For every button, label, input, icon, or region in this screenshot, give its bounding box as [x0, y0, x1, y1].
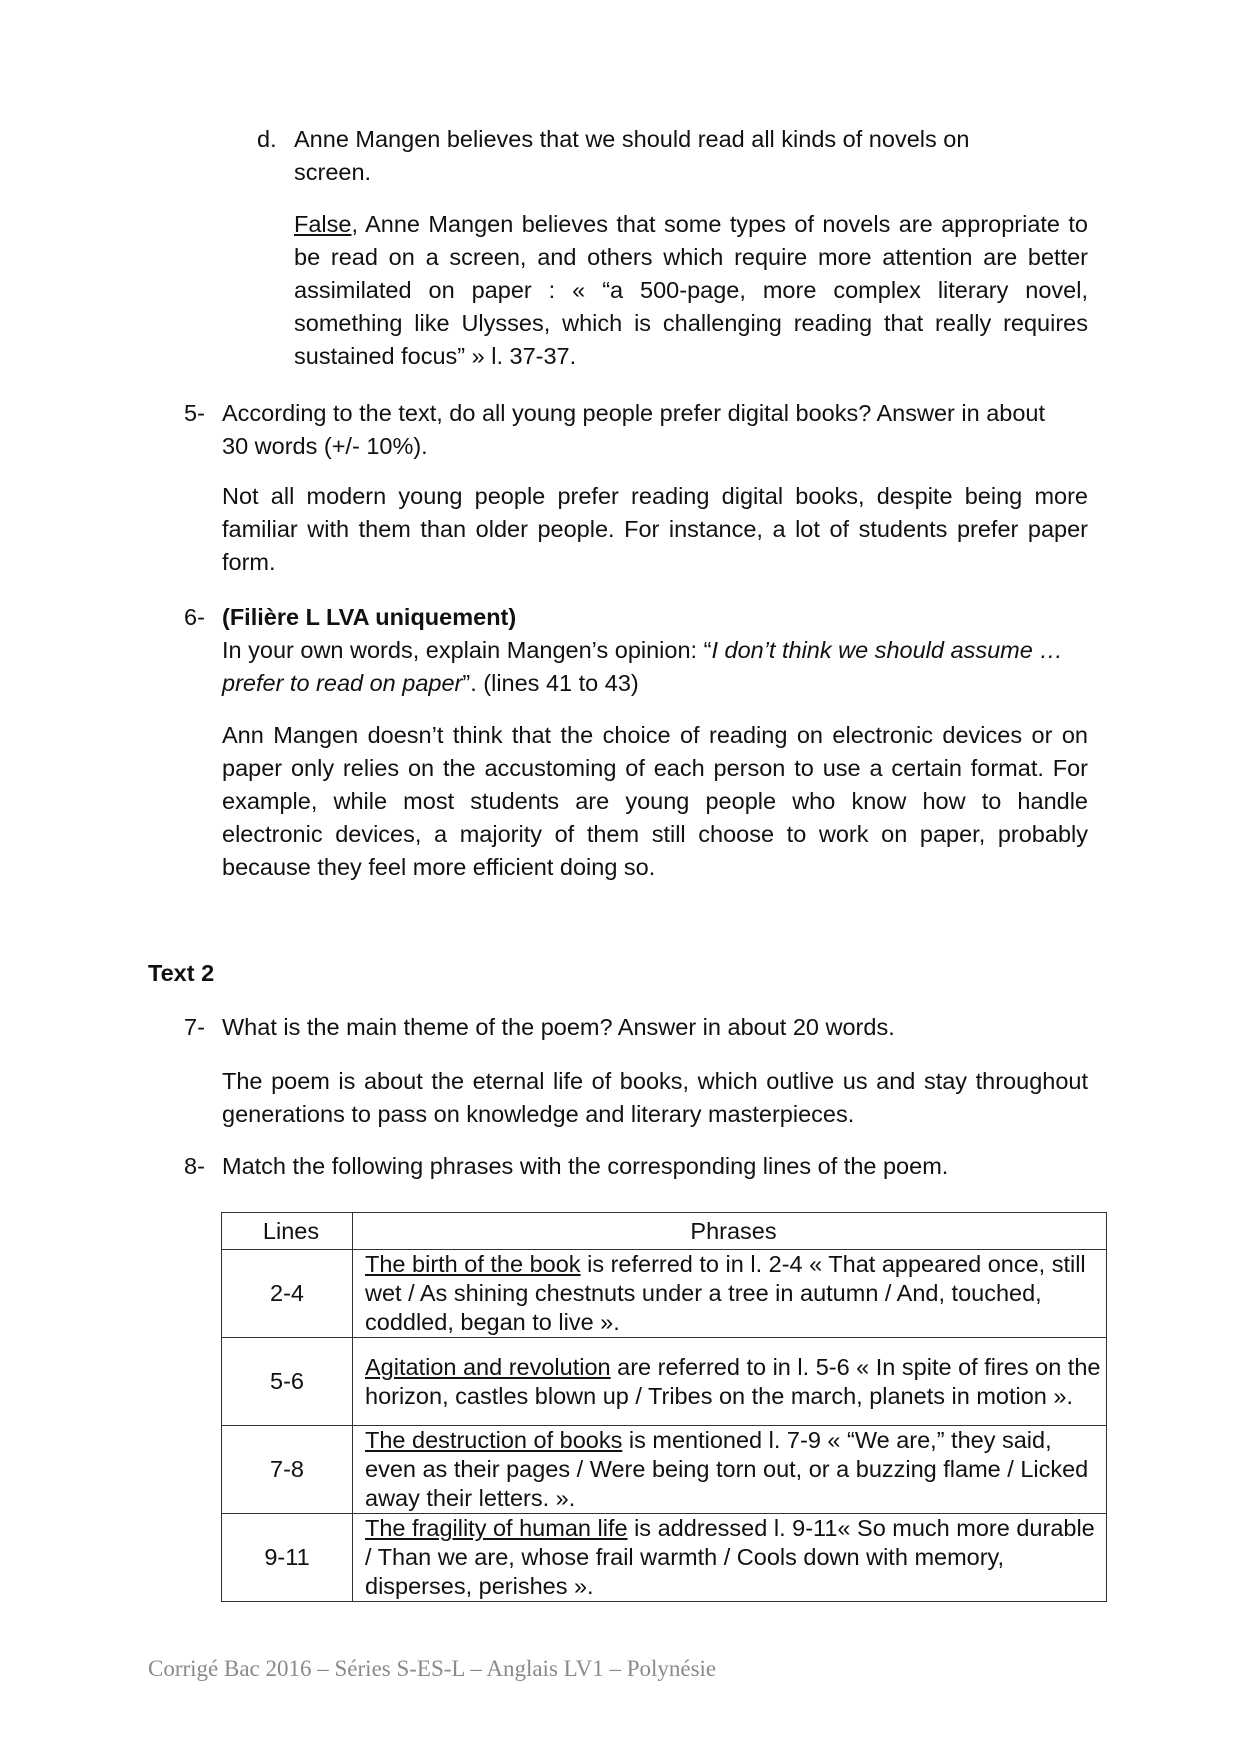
phrase-key: Agitation and revolution [365, 1353, 611, 1380]
q8-number: 8- [184, 1153, 205, 1179]
q6-number: 6- [184, 604, 205, 630]
page-footer: Corrigé Bac 2016 – Séries S-ES-L – Anglais LV1 – Polynésie [148, 1656, 717, 1681]
item-marker-d: d. [257, 126, 277, 152]
q7-answer: The poem is about the eternal life of books, which outlive us and stay throughout generations to pass on knowledge and literary masterpieces. [222, 1068, 1088, 1127]
header-phrases: Phrases [353, 1213, 1107, 1250]
lines-cell: 7-8 [222, 1426, 353, 1514]
q6-answer: Ann Mangen doesn’t think that the choice of reading on electronic devices or on paper only relies on the accustoming of each person to use a certain format. For example, while most students are young people who know how to handle electronic devices, a majority of them still choose to work on paper, probably because they feel more efficient doing so. [222, 722, 1088, 880]
phrase-text: is referred to in l. 2-4 « That appeared once, still wet / As shining chestnuts under a tree in autumn / And, touched, coddled, began to live ». [365, 1251, 1086, 1335]
phrase-cell [353, 1426, 1107, 1514]
q5-question: According to the text, do all young people prefer digital books? Answer in about 30 words (+/- 10%). [222, 400, 1046, 459]
phrase-text: are referred to in l. 5-6 « In spite of fires on the horizon, castles blown up / Tribes on the march, planets in motion ». [365, 1353, 1101, 1409]
lines-cell: 2-4 [222, 1250, 353, 1338]
q6-question-quote: I don’t think we should assume … prefer to read on paper [222, 637, 1063, 696]
phrase-cell [353, 1338, 1107, 1426]
q6-question-start: In your own words, explain Mangen’s opinion: “ [222, 637, 712, 663]
table-row [222, 1514, 1107, 1602]
q6-heading: (Filière L LVA uniquement) [222, 604, 517, 630]
q4d-statement: Anne Mangen believes that we should read all kinds of novels on screen. [294, 126, 970, 185]
phrase-cell [353, 1514, 1107, 1602]
table-row [222, 1338, 1107, 1426]
q4d-answer-text: , Anne Mangen believes that some types of novels are appropriate to be read on a screen, and others which require more attention are better assimilated on paper : « “a 500-page, more complex literary novel, something like Ulysses, which is challenging reading that really requires sustained focus” » l. 37-37. [294, 211, 1088, 369]
q5-answer: Not all modern young people prefer reading digital books, despite being more familiar with them than older people. For instance, a lot of students prefer paper form. [222, 483, 1088, 575]
phrase-key: The destruction of books [365, 1427, 623, 1453]
q4d-answer [294, 208, 1088, 373]
q7-question: What is the main theme of the poem? Answer in about 20 words. [222, 1014, 895, 1040]
lines-cell: 9-11 [222, 1514, 353, 1602]
phrase-key: The fragility of human life [365, 1515, 628, 1541]
phrase-text: is addressed l. 9-11« So much more durable / Than we are, whose frail warmth / Cools down with memory, disperses, perishes ». [365, 1515, 1095, 1599]
phrase-key: The birth of the book [365, 1251, 581, 1277]
q7-number: 7- [184, 1014, 205, 1040]
phrase-cell [353, 1250, 1107, 1338]
q6-question-end: ”. (lines 41 to 43) [462, 670, 639, 696]
q8-question: Match the following phrases with the corresponding lines of the poem. [222, 1153, 949, 1179]
phrase-text: is mentioned l. 7-9 « “We are,” they said, even as their pages / Were being torn out, or a buzzing flame / Licked away their letters. ». [365, 1427, 1089, 1511]
q5-number: 5- [184, 400, 205, 426]
q6-question [222, 634, 1088, 700]
matching-table [221, 1212, 1107, 1602]
table-row [222, 1426, 1107, 1514]
table-row [222, 1250, 1107, 1338]
q4d-answer-label: False [294, 211, 352, 237]
section-title: Text 2 [148, 960, 215, 986]
table-header-row [222, 1213, 1107, 1250]
lines-cell: 5-6 [222, 1338, 353, 1426]
header-lines: Lines [222, 1213, 353, 1250]
